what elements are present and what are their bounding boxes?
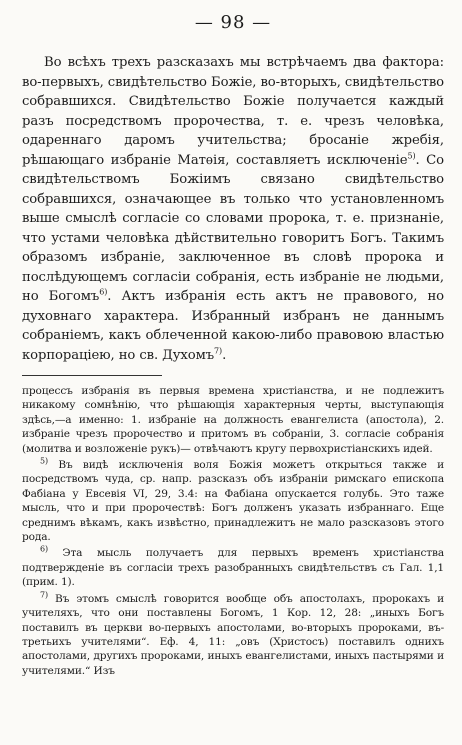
main-text-4: . — [222, 347, 227, 363]
main-text-1: Во всѣхъ трехъ разсказахъ мы встрѣчаемъ два фактора: во-первыхъ, свидѣтельство Божіе, во-вторыхъ, свидѣтельство собравшихся. Свидѣтельство Божіе получается каждый разъ посредствомъ пророчества, т. е. чрезъ человѣка, одареннаго даромъ учительства; бросаніе жребія, рѣшающаго избраніе Матѳія, составляетъ исключеніе — [22, 55, 444, 168]
footnote-continuation: процессъ избранія въ первыя времена христіанства, и не подлежитъ никакому сомнѣнію, что рѣшающія характерныя черты, выступающія здѣсь,—а именно: 1. избраніе на должность евангелиста (апостола), 2. избраніе чрезъ пророчество и притомъ въ собраніи, 3. согласіе собранія (молитва и возложеніе рукъ)— отвѣчаютъ кругу первохристіанскихъ идей. — [22, 385, 444, 455]
main-text-2: . Со свидѣтельствомъ Божіимъ связано свидѣтельство собравшихся, означающее въ только что установленномъ выше смыслѣ согласіе со словами пророка, т. е. признаніе, что устами человѣка дѣйствительно говоритъ Богъ. Такимъ образомъ избраніе, заключенное въ словѣ пророка и послѣдующемъ согласіи собранія, есть избраніе не людьми, но Богомъ — [22, 152, 445, 304]
footnote-divider — [22, 375, 162, 376]
footnote-7 — [22, 592, 444, 678]
main-text-3: . Актъ избранія есть актъ не правового, но духовнаго характера. Избранный избранъ не даннымъ собраніемъ, какъ облеченной какою-либо правовою властью корпораціею, но св. Духомъ — [22, 289, 444, 363]
footnote-ref-5: 5) — [407, 151, 416, 161]
footnote-5-text: Въ видѣ исключенія воля Божія можетъ открыться также и посредствомъ чуда, ср. напр. разсказъ объ избраніи римскаго епископа Фабіана у Евсевія VI, 29, 3.4: на Фабіана опускается голубь. Это таже мысль, что и при пророчествѣ: Богъ долженъ указать избраннаго. Еще среднимъ вѣкамъ, какъ извѣстно, принадлежитъ не мало разсказовъ этого рода. — [22, 459, 445, 544]
footnote-ref-7: 7) — [214, 346, 223, 356]
footnote-5-mark: 5) — [40, 456, 48, 466]
main-paragraph — [22, 53, 444, 365]
footnote-5 — [22, 458, 444, 544]
footnote-6-text: Эта мысль получаетъ для первыхъ временъ христіанства подтвержденіе въ согласіи трехъ разобранныхъ свидѣтельствъ съ Гал. 1,1 (прим. 1). — [22, 547, 444, 589]
footnote-7-mark: 7) — [40, 590, 48, 600]
footnote-ref-6: 6) — [99, 287, 108, 297]
footnote-6 — [22, 546, 444, 589]
footnote-7-text: Въ этомъ смыслѣ говорится вообще объ апостолахъ, пророкахъ и учителяхъ, что они поставлены Богомъ, 1 Кор. 12, 28: „иныхъ Богъ поставилъ въ церкви во-первыхъ апостолами, во-вторыхъ пророками, въ-третьихъ учителями“. Еф. 4, 11: „овъ (Христосъ) поставилъ однихъ апостолами, другихъ пророками, иныхъ евангелистами, иныхъ пастырями и учителями.“ Изъ — [22, 592, 444, 677]
page-number: — 98 — — [194, 12, 272, 33]
footnote-6-mark: 6) — [40, 544, 48, 554]
